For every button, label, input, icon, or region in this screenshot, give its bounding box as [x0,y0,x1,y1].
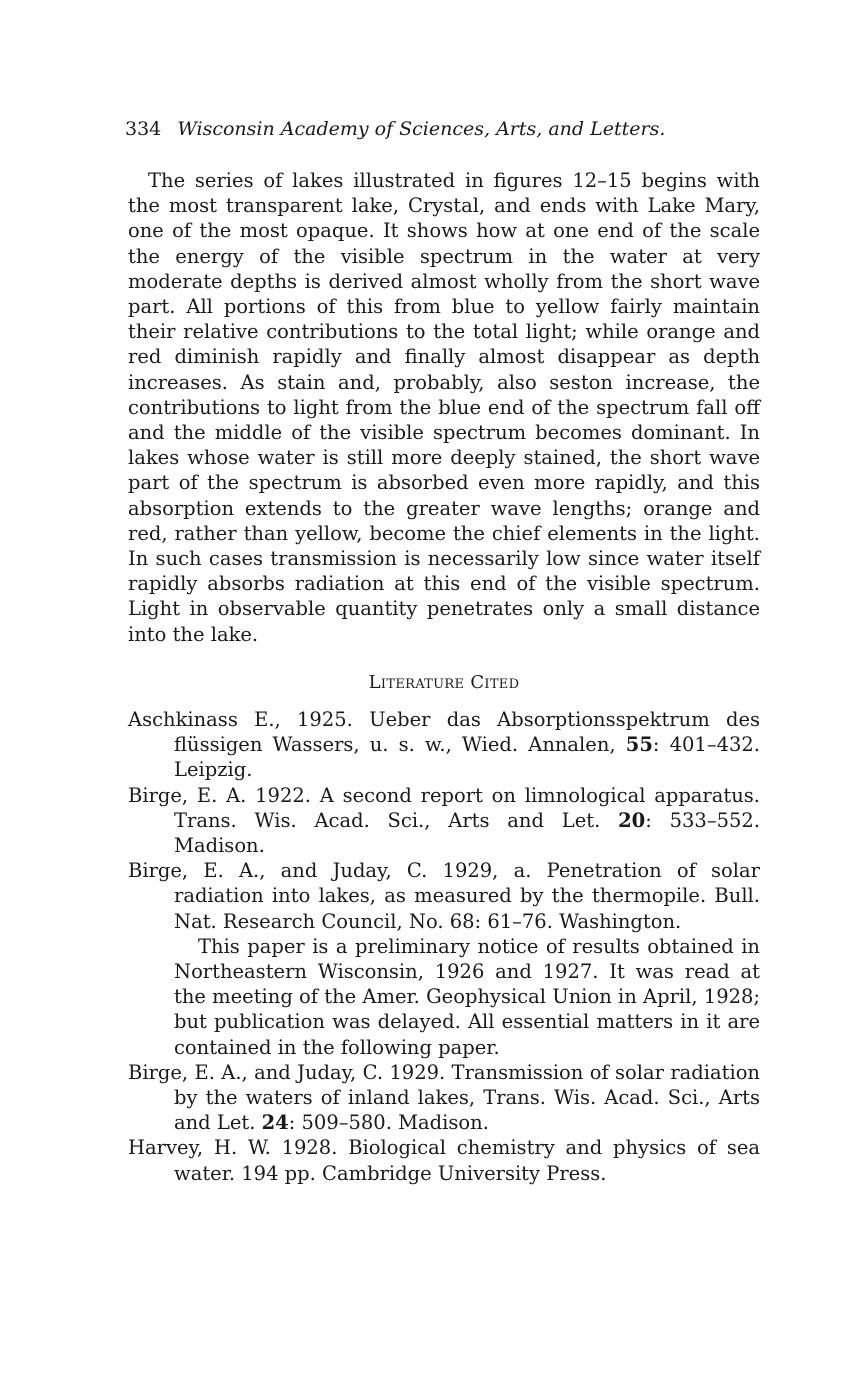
reference-aschkinass-1925 [128,707,760,783]
reference-text: Aschkinass E., 1925. Ueber das Absorptionsspektrum des flüssigen Wassers, u. s. w., Wied. Annalen, [128,708,760,757]
reference-pages: : 401–432. Leipzig. [174,733,760,782]
page-number: 334 [125,118,162,140]
reference-harvey-1928 [128,1135,760,1185]
reference-pages: : 533–552. Madison. [174,808,761,858]
reference-volume: 20 [618,808,646,832]
section-heading: Literature Cited [368,672,520,693]
reference-list [128,707,760,1186]
reference-text: Birge, E. A., and Juday, C. 1929, a. Penetration of solar radiation into lakes, as measured by the thermopile. Bull. Nat. Research Council, No. 68: 61–76. Washington. [128,859,760,933]
reference-volume: 55 [625,733,653,757]
reference-pages: : 509–580. Madison. [288,1111,489,1135]
journal-title: Wisconsin Academy of Sciences, Arts, and Letters. [177,118,666,140]
running-head [125,117,765,141]
reference-birge-juday-1929a [128,858,760,934]
reference-birge-1922 [128,783,760,859]
reference-birge-juday-1929 [128,1060,760,1136]
reference-text: Birge, E. A. 1922. A second report on limnological apparatus. Trans. Wis. Acad. Sci., Arts and Let. [128,783,760,832]
body-paragraph: The series of lakes illustrated in figures 12–15 begins with the most transparent lake, Crystal, and ends with Lake Mary, one of the most opaque. It shows how at one end of the scale the energy of the visible spectrum in the water at very moderate depths is derived almost wholly from the short wave part. All portions of this from blue to yellow fairly maintain their relative contributions to the total light; while orange and red diminish rapidly and finally almost disappear as depth increases. As stain and, probably, also seston increase, the contributions to light from the blue end of the spectrum fall off and the middle of the visible spectrum becomes dominant. In lakes whose water is still more deeply stained, the short wave part of the spectrum is absorbed even more rapidly, and this absorption extends to the greater wave lengths; orange and red, rather than yellow, become the chief elements in the light. In such cases transmission is necessarily low since water itself rapidly absorbs radiation at this end of the visible spectrum. Light in observable quantity penetrates only a small distance into the lake. [128,169,760,646]
reference-text: Harvey, H. W. 1928. Biological chemistry and physics of sea water. 194 pp. Cambridge University Press. [128,1136,760,1185]
reference-volume: 24 [261,1111,289,1135]
reference-text: Birge, E. A., and Juday, C. 1929. Transmission of solar radiation by the waters of inland lakes, Trans. Wis. Acad. Sci., Arts and Let. [128,1060,760,1135]
reference-annotation: This paper is a preliminary notice of results obtained in Northeastern Wisconsin, 1926 and 1927. It was read at the meeting of the Amer. Geophysical Union in April, 1928; but publication was delayed. All essential matters in it are contained in the following paper. [174,934,760,1059]
